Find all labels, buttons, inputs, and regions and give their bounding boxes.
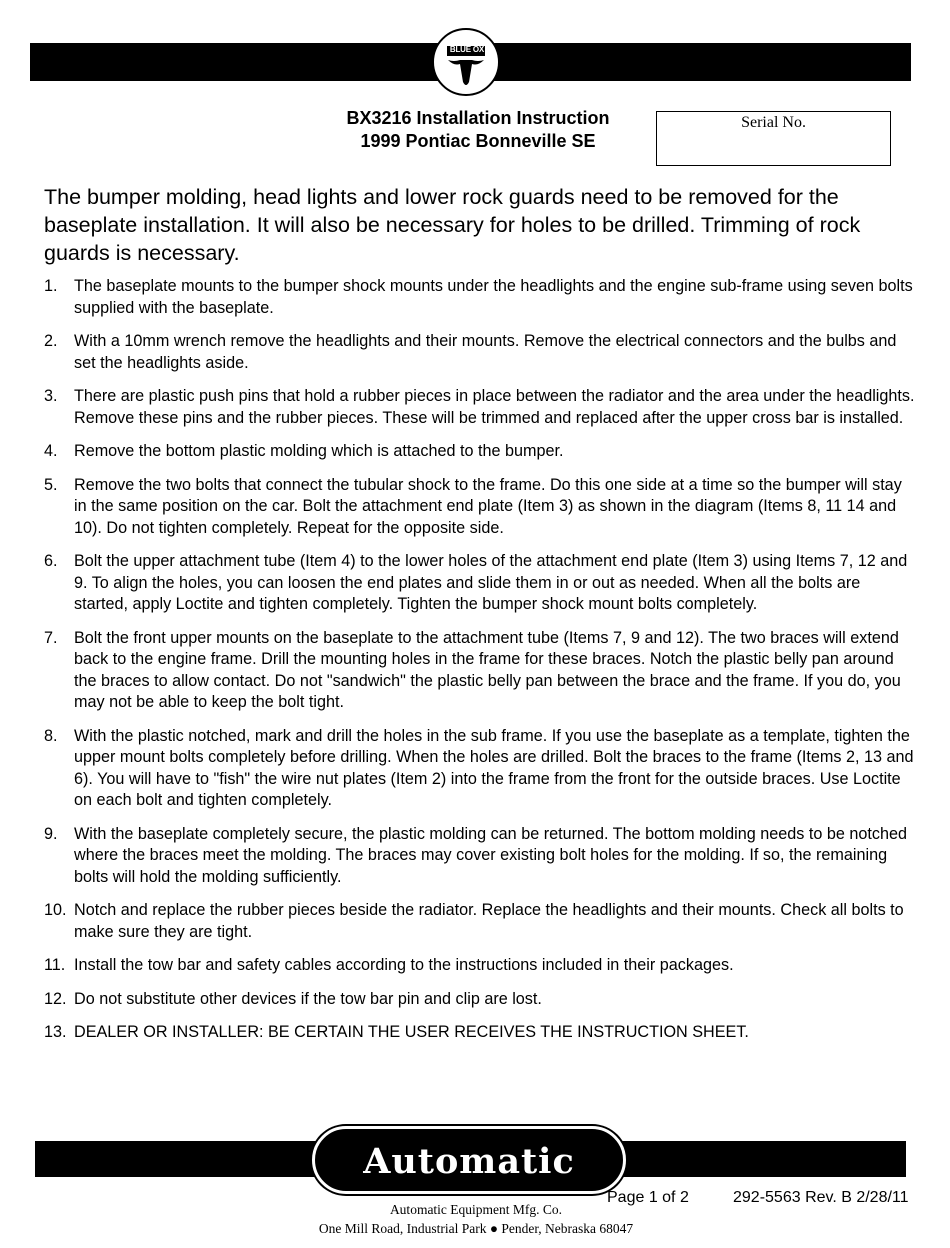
step-number: 6. <box>44 552 58 570</box>
instruction-steps <box>44 276 916 1056</box>
step-text: Bolt the front upper mounts on the baseplate to the attachment tube (Items 7, 9 and 12). The two braces will extend back to the engine frame. Drill the mounting holes in the frame for these braces. Notch the plastic belly pan around the braces to allow contact. Do not "sandwich" the plastic belly pan between the brace and the frame. If you do, you may not be able to keep the bolt tight. <box>74 628 901 711</box>
step-number: 2. <box>44 332 58 350</box>
serial-label: Serial No. <box>741 114 806 131</box>
step-item <box>44 331 916 374</box>
step-item <box>44 551 916 616</box>
blue-ox-logo-text: BLUE OX <box>449 45 485 54</box>
step-text: With a 10mm wrench remove the headlights and their mounts. Remove the electrical connectors and the bulbs and set the headlights aside. <box>74 332 897 372</box>
ox-head-icon <box>434 30 498 94</box>
step-number: 9. <box>44 824 58 843</box>
step-item <box>44 824 916 889</box>
step-text: Install the tow bar and safety cables according to the instructions included in their packages. <box>74 956 734 974</box>
company-name: Automatic Equipment Mfg. Co. <box>389 1202 563 1217</box>
step-text: With the plastic notched, mark and drill the holes in the sub frame. If you use the baseplate as a template, tighten the upper mount bolts completely before drilling. When the holes are drilled. Bolt the braces to the frame (Items 2, 13 and 6). You will have to "fish" the wire nut plates (Item 2) into the frame from the front for the outside braces. Use Loctite on each bolt and tighten completely. <box>74 726 914 809</box>
automatic-logo-text: Automatic <box>363 1141 575 1182</box>
document-number: 292-5563 Rev. B 2/28/11 <box>733 1189 909 1206</box>
step-item <box>44 441 916 463</box>
step-text: The baseplate mounts to the bumper shock mounts under the headlights and the engine sub-frame using seven bolts supplied with the baseplate. <box>74 277 913 317</box>
step-number: 11. <box>44 956 66 974</box>
step-item <box>44 955 916 977</box>
intro-paragraph: The bumper molding, head lights and lower rock guards need to be removed for the baseplate installation. It will also be necessary for holes to be drilled. Trimming of rock guards is necessary. <box>44 185 861 265</box>
step-item <box>44 475 916 540</box>
step-text: There are plastic push pins that hold a rubber pieces in place between the radiator and the area under the headlights. Remove these pins and the rubber pieces. These will be trimmed and replaced after the upper cross bar is installed. <box>74 387 915 427</box>
title-line-1: BX3216 Installation Instruction <box>346 108 610 128</box>
step-item <box>44 1022 916 1044</box>
step-text: Remove the two bolts that connect the tubular shock to the frame. Do this one side at a time so the bumper will stay in the same position on the car. Bolt the attachment end plate (Item 3) as shown in the diagram (Items 8, 11 14 and 10). Do not tighten completely. Repeat for the opposite side. <box>74 475 902 537</box>
step-item <box>44 989 916 1011</box>
title-line-2: 1999 Pontiac Bonneville SE <box>360 131 596 151</box>
step-number: 10. <box>44 901 67 919</box>
document-title <box>300 107 656 153</box>
step-text: Notch and replace the rubber pieces beside the radiator. Replace the headlights and their mounts. Check all bolts to make sure they are tight. <box>74 901 904 941</box>
step-item <box>44 900 916 943</box>
step-number: 5. <box>44 475 58 494</box>
step-number: 1. <box>44 277 58 295</box>
blue-ox-logo <box>432 28 500 96</box>
step-text: Do not substitute other devices if the tow bar pin and clip are lost. <box>74 989 542 1008</box>
step-text: With the baseplate completely secure, the plastic molding can be returned. The bottom molding needs to be notched where the braces meet the molding. The braces may cover existing bolt holes for the molding. If so, the remaining bolts will hold the molding sufficiently. <box>74 824 907 886</box>
page-number: Page 1 of 2 <box>607 1189 689 1206</box>
step-number: 12. <box>44 989 67 1008</box>
step-number: 13. <box>44 1023 67 1041</box>
company-info <box>296 1200 656 1238</box>
step-text: Remove the bottom plastic molding which is attached to the bumper. <box>74 442 564 460</box>
step-item <box>44 386 916 429</box>
step-number: 8. <box>44 726 58 745</box>
step-text: DEALER OR INSTALLER: BE CERTAIN THE USER RECEIVES THE INSTRUCTION SHEET. <box>74 1023 749 1041</box>
automatic-logo <box>312 1126 626 1194</box>
step-number: 4. <box>44 442 58 460</box>
step-number: 7. <box>44 628 58 647</box>
step-item <box>44 726 916 812</box>
step-item <box>44 276 916 319</box>
company-address: One Mill Road, Industrial Park ● Pender, Nebraska 68047 <box>318 1221 634 1236</box>
step-text: Bolt the upper attachment tube (Item 4) to the lower holes of the attachment end plate (Item 3) using Items 7, 12 and 9. To align the holes, you can loosen the end plates and slide them in or out as needed. When all the bolts are started, apply Loctite and tighten completely. Tighten the bumper shock mount bolts completely. <box>74 552 908 613</box>
step-number: 3. <box>44 387 58 405</box>
step-item <box>44 628 916 714</box>
serial-number-box <box>656 111 891 166</box>
